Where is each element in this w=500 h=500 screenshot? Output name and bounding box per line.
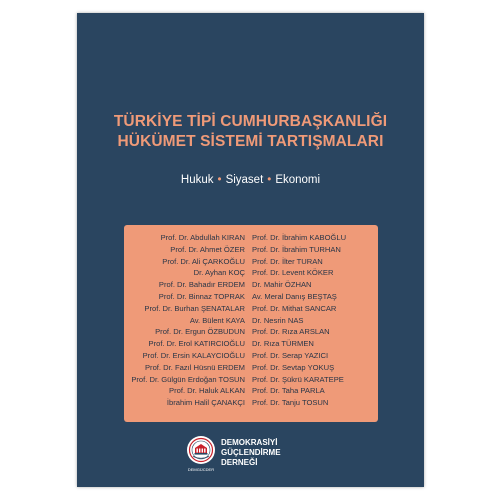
authors-box	[124, 225, 378, 422]
book-cover	[77, 13, 424, 487]
authors-column-right	[252, 232, 346, 409]
subtitle-separator-1: •	[217, 174, 222, 186]
subtitle-separator-2: •	[267, 174, 272, 186]
author-left-9: Prof. Dr. Ergun ÖZBUDUN	[155, 327, 245, 337]
author-right-5: Dr. Mahir ÖZHAN	[252, 280, 312, 290]
author-right-11: Prof. Dr. Serap YAZICI	[252, 350, 329, 360]
author-left-14: Prof. Dr. Haluk ALKAN	[169, 386, 245, 396]
author-left-2: Prof. Dr. Ahmet ÖZER	[170, 244, 245, 254]
book-subtitle	[77, 173, 424, 187]
publisher-name-line-3: DERNEĞİ	[221, 458, 258, 467]
author-right-8: Dr. Nesrin NAS	[252, 315, 304, 325]
authors-column-left	[131, 232, 245, 409]
author-right-7: Prof. Dr. Mithat SANCAR	[252, 303, 337, 313]
publisher-name-line-1: DEMOKRASİYİ	[221, 438, 278, 447]
logo-emblem-icon	[187, 436, 215, 464]
author-right-13: Prof. Dr. Şükrü KARATEPE	[252, 374, 344, 384]
publisher-name-line-2: GÜÇLENDİRME	[221, 448, 281, 457]
publisher-logo-label: DEMGÜCDER	[187, 467, 215, 472]
author-left-8: Av. Bülent KAYA	[189, 315, 245, 325]
subtitle-part-2: Siyaset	[225, 174, 264, 186]
author-left-6: Prof. Dr. Binnaz TOPRAK	[158, 291, 245, 301]
author-left-10: Prof. Dr. Erol KATIRCIOĞLU	[148, 339, 245, 349]
author-left-11: Prof. Dr. Ersin KALAYCIOĞLU	[142, 350, 245, 360]
author-right-14: Prof. Dr. Taha PARLA	[252, 386, 325, 396]
author-right-12: Prof. Dr. Sevtap YOKUŞ	[252, 362, 335, 372]
author-right-3: Prof. Dr. İlter TURAN	[252, 256, 323, 266]
author-left-1: Prof. Dr. Abdullah KIRAN	[160, 233, 245, 242]
author-right-2: Prof. Dr. İbrahim TURHAN	[252, 244, 341, 254]
author-right-6: Av. Meral Danış BEŞTAŞ	[252, 291, 337, 301]
book-title	[77, 112, 424, 152]
publisher-logo-icon	[187, 436, 215, 464]
author-right-4: Prof. Dr. Levent KÖKER	[252, 268, 334, 278]
title-line-2: HÜKÜMET SİSTEMİ TARTIŞMALARI	[117, 133, 384, 150]
author-right-1: Prof. Dr. İbrahim KABOĞLU	[252, 233, 347, 242]
author-left-5: Prof. Dr. Bahadır ERDEM	[158, 280, 245, 290]
author-left-3: Prof. Dr. Ali ÇARKOĞLU	[162, 256, 245, 266]
author-left-4: Dr. Ayhan KOÇ	[193, 268, 245, 278]
title-line-1: TÜRKİYE TİPİ CUMHURBAŞKANLIĞI	[113, 113, 388, 130]
author-right-9: Prof. Dr. Rıza ARSLAN	[252, 327, 330, 337]
author-right-15: Prof. Dr. Tanju TOSUN	[252, 398, 329, 408]
author-right-10: Dr. Rıza TÜRMEN	[252, 339, 314, 349]
author-left-7: Prof. Dr. Burhan ŞENATALAR	[144, 303, 245, 313]
author-left-12: Prof. Dr. Fazıl Hüsnü ERDEM	[144, 362, 245, 372]
subtitle-part-3: Ekonomi	[275, 174, 321, 186]
author-left-15: İbrahim Halil ÇANAKÇI	[166, 398, 245, 408]
publisher-name	[221, 438, 281, 468]
subtitle-part-1: Hukuk	[180, 174, 214, 186]
publisher	[187, 436, 327, 476]
author-left-13: Prof. Dr. Gülgün Erdoğan TOSUN	[131, 374, 245, 384]
